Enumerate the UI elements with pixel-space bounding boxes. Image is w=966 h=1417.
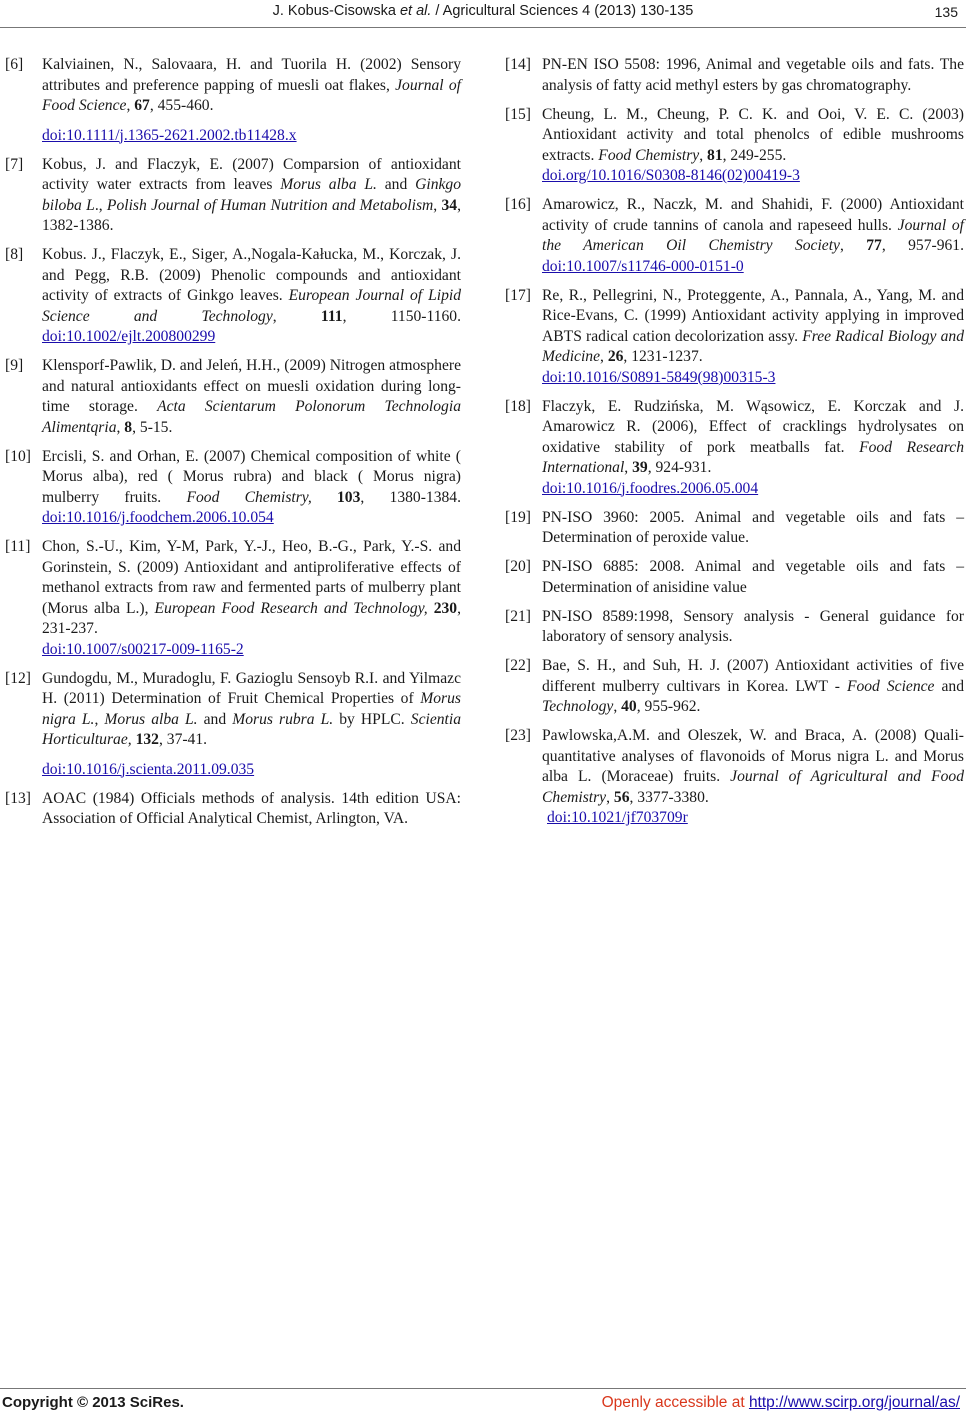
reference-text: Pawlowska,A.M. and Oleszek, W. and Braca, A. (2008) Quali-quantitative analyses of flavonoids of Morus nigra L. and Morus alba L. (Moraceae) fruits. Journal of Agricultural and Food Chemistry, 56, 3377-3380. doi:10.1021/jf703709r (542, 726, 964, 829)
reference-16 (505, 195, 964, 277)
reference-7 (5, 155, 461, 237)
reference-9 (5, 356, 461, 438)
reference-text: Kobus. J., Flaczyk, E., Siger, A.,Nogala-Kałucka, M., Korczak, J. and Pegg, R.B. (2009) Phenolic compounds and antioxidant activity of extracts of Ginkgo leaves. European Journal of Lipid Science and Technology, 111, 1150-1160. doi:10.1002/ejlt.200800299 (42, 245, 461, 348)
doi-link[interactable]: doi:10.1016/j.foodres.2006.05.004 (542, 479, 759, 497)
reference-number: [23] (505, 727, 531, 744)
reference-number: [8] (5, 246, 24, 263)
reference-number: [13] (5, 789, 31, 807)
reference-17 (505, 286, 964, 389)
doi-link[interactable]: doi:10.1007/s11746-000-0151-0 (542, 257, 744, 275)
reference-text: AOAC (1984) Officials methods of analysis. 14th edition USA: Association of Official Analytical Chemist, Arlington, VA. (42, 789, 461, 827)
reference-number: [17] (505, 286, 531, 304)
reference-6 (5, 55, 461, 146)
reference-number: [6] (5, 56, 24, 73)
reference-number: [16] (505, 196, 531, 213)
access-notice: Openly accessible at http://www.scirp.org/journal/as/ (601, 1394, 960, 1411)
doi-link[interactable]: doi:10.1016/j.scienta.2011.09.035 (42, 760, 255, 778)
page-footer (0, 1394, 966, 1416)
running-head: J. Kobus-Cisowska et al. / Agricultural Sciences 4 (2013) 130-135 (272, 3, 694, 19)
reference-text: Bae, S. H., and Suh, H. J. (2007) Antioxidant activities of five different mulberry cultivars in Korea. LWT - Food Science and Technology, 40, 955-962. (542, 657, 965, 715)
reference-22 (505, 656, 964, 718)
reference-13 (5, 789, 461, 830)
reference-text: Gundogdu, M., Muradoglu, F. Gazioglu Sensoyb R.I. and Yilmazc H. (2011) Determination of Fruit Chemical Properties of Morus nigra L., Morus alba L. and Morus rubra L. by HPLC. Scientia Horticulturae, 132, 37-41. doi:10.1016/j.scienta.2011.09.035 (42, 669, 461, 781)
reference-text: Flaczyk, E. Rudzińska, M. Wąsowicz, E. Korczak and J. Amarowicz R. (2006), Effect of cracklings hydrolysates on oxidative stability of pork meatballs fat. Food Research International, 39, 924-931. doi:10.1016/j.foodres.2006.05.004 (542, 397, 964, 500)
doi-link[interactable]: doi:10.1016/j.foodchem.2006.10.054 (42, 509, 274, 526)
reference-number: [20] (505, 558, 531, 575)
reference-number: [7] (5, 155, 24, 173)
reference-number: [18] (505, 397, 531, 415)
references-right-column (505, 55, 964, 837)
reference-text: Amarowicz, R., Naczk, M. and Shahidi, F. (2000) Antioxidant activity of crude tannins of canola and rapeseed hulls. Journal of the American Oil Chemistry Society, 77, 957-961. doi:10.1007/s11746-000-0151-0 (542, 195, 964, 277)
copyright-notice: Copyright © 2013 SciRes. (2, 1394, 184, 1411)
reference-10 (5, 447, 461, 529)
reference-number: [9] (5, 357, 24, 374)
reference-text: Chon, S.-U., Kim, Y-M, Park, Y.-J., Heo, B.-G., Park, Y.-S. and Gorinstein, S. (2009) Antioxidant and antiproliferative effects of methanol extracts from raw and fermented parts of mulberry plant (Morus alba L.), European Food Research and Technology, 230, 231-237. doi:10.1007/s00217-009-1165-2 (42, 537, 461, 660)
reference-15 (505, 105, 964, 187)
reference-8 (5, 245, 461, 348)
reference-number: [12] (5, 669, 31, 687)
references-left-column (5, 55, 461, 838)
reference-number: [11] (5, 538, 31, 555)
reference-19 (505, 508, 964, 549)
reference-21 (505, 607, 964, 648)
reference-number: [21] (505, 607, 531, 625)
reference-text: PN-ISO 3960: 2005. Animal and vegetable oils and fats – Determination of peroxide value. (542, 508, 964, 546)
reference-text: Kalviainen, N., Salovaara, H. and Tuorila H. (2002) Sensory attributes and preference papping of muesli oat flakes, Journal of Food Science, 67, 455-460. doi:10.1111/j.1365-2621.2002.tb11428.x (42, 55, 461, 146)
doi-link[interactable]: doi:10.1016/S0891-5849(98)00315-3 (542, 368, 776, 386)
doi-link[interactable]: doi:10.1002/ejlt.200800299 (42, 328, 216, 345)
doi-link[interactable]: doi:10.1021/jf703709r (547, 809, 688, 826)
doi-link[interactable]: doi:10.1007/s00217-009-1165-2 (42, 640, 244, 658)
reference-text: PN-EN ISO 5508: 1996, Animal and vegetable oils and fats. The analysis of fatty acid methyl esters by gas chromatography. (542, 56, 964, 94)
header-rule (0, 27, 966, 28)
page-number: 135 (934, 4, 958, 20)
doi-link[interactable]: doi:10.1111/j.1365-2621.2002.tb11428.x (42, 126, 297, 144)
reference-number: [22] (505, 657, 531, 674)
reference-text: Cheung, L. M., Cheung, P. C. K. and Ooi, V. E. C. (2003) Antioxidant activity and total phenolcs of edible mushrooms extracts. Food Chemistry, 81, 249-255. doi.org/10.1016/S0308-8146(02)00419-3 (542, 105, 964, 187)
reference-text: PN-ISO 6885: 2008. Animal and vegetable oils and fats – Determination of anisidine value (542, 558, 964, 596)
journal-url-link[interactable]: http://www.scirp.org/journal/as/ (748, 1394, 960, 1411)
reference-text: Re, R., Pellegrini, N., Proteggente, A., Pannala, A., Yang, M. and Rice-Evans, C. (1999) Antioxidant activity applying in improved ABTS radical cation decolorization assy. Free Radical Biology and Medicine, 26, 1231-1237. doi:10.1016/S0891-5849(98)00315-3 (542, 286, 964, 389)
reference-text: Klensporf-Pawlik, D. and Jeleń, H.H., (2009) Nitrogen atmosphere and natural antioxidants effect on muesli oxidation during long-time storage. Acta Scientarum Polonorum Technologia Alimentqria, 8, 5-15. (42, 357, 461, 436)
running-header (0, 3, 966, 25)
reference-number: [15] (505, 105, 531, 123)
reference-text: PN-ISO 8589:1998, Sensory analysis - General guidance for laboratory of sensory analysis. (542, 607, 964, 645)
reference-number: [19] (505, 508, 531, 526)
reference-14 (505, 55, 964, 96)
reference-text: Ercisli, S. and Orhan, E. (2007) Chemical composition of white ( Morus alba), red ( Morus rubra) and black ( Morus nigra) mulberry fruits. Food Chemistry, 103, 1380-1384. doi:10.1016/j.foodchem.2006.10.054 (42, 447, 461, 529)
doi-link[interactable]: doi.org/10.1016/S0308-8146(02)00419-3 (542, 167, 800, 184)
reference-text: Kobus, J. and Flaczyk, E. (2007) Comparsion of antioxidant activity water extracts from leaves Morus alba L. and Ginkgo biloba L., Polish Journal of Human Nutrition and Metabolism, 34, 1382-1386. (42, 155, 462, 234)
reference-23 (505, 726, 964, 829)
reference-11 (5, 537, 461, 660)
reference-number: [14] (505, 56, 531, 73)
reference-number: [10] (5, 447, 31, 465)
reference-20 (505, 557, 964, 598)
reference-18 (505, 397, 964, 500)
footer-rule (0, 1388, 966, 1389)
reference-12 (5, 669, 461, 781)
